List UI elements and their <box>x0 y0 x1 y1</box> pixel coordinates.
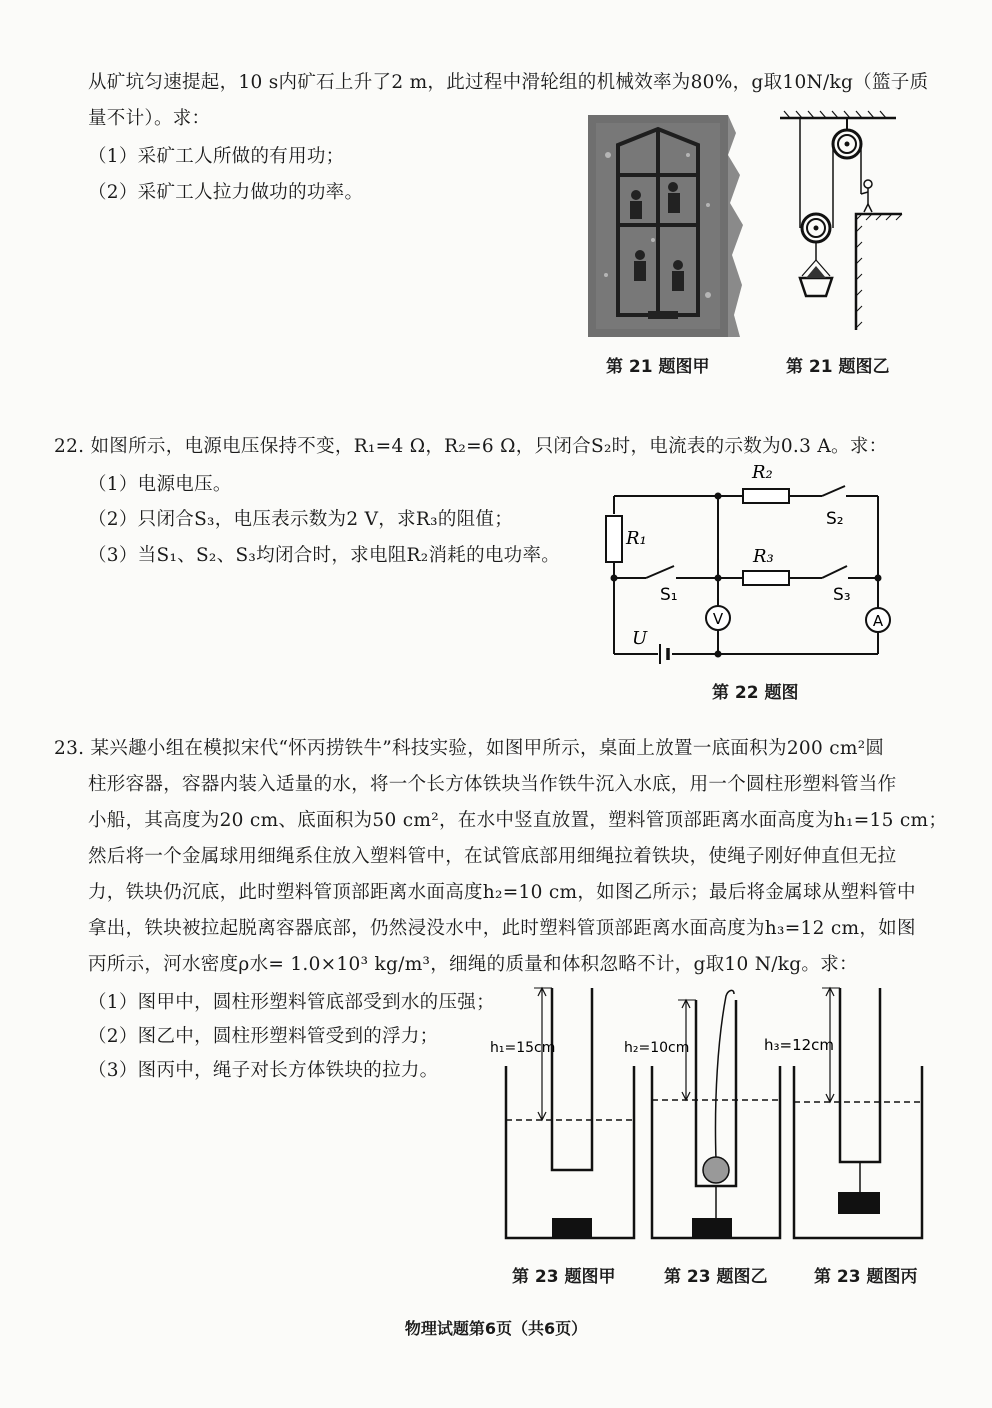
q23-line-1: 23. 某兴趣小组在模拟宋代“怀丙捞铁牛”科技实验，如图甲所示，桌面上放置一底面积为200 cm²圆 <box>54 738 885 759</box>
fixed-pulley-icon <box>833 130 861 158</box>
fig21a-caption: 第 21 题图甲 <box>606 357 710 377</box>
q23-sub-2: （2）图乙中，圆柱形塑料管受到的浮力； <box>88 1026 439 1047</box>
s3-label: S₃ <box>833 585 851 605</box>
battery-label: U <box>632 628 648 649</box>
q22-sub-2: （2）只闭合S₃，电压表示数为2 V，求R₃的阻值； <box>88 509 514 530</box>
r2-resistor <box>743 489 789 503</box>
fig21a-mural-image <box>588 115 743 337</box>
fig22-caption: 第 22 题图 <box>712 683 799 703</box>
fig21b-pulley-diagram <box>772 108 912 336</box>
fig23b-diagram <box>624 978 790 1246</box>
h1-label: h₁=15cm <box>490 1040 556 1056</box>
q23-line-5: 力，铁块仍沉底，此时塑料管顶部距离水面高度h₂=10 cm，如图乙所示；最后将金属球从塑料管中 <box>88 882 916 903</box>
s2-label: S₂ <box>826 509 844 529</box>
q21-line-2: 量不计）。求： <box>88 108 211 129</box>
r1-label: R₁ <box>626 528 647 549</box>
q21-sub-1: （1）采矿工人所做的有用功； <box>88 146 345 167</box>
q23-line-4: 然后将一个金属球用细绳系住放入塑料管中，在试管底部用细绳拉着铁块，使绳子刚好伸直但无拉 <box>88 846 897 867</box>
q21-sub-2: （2）采矿工人拉力做功的功率。 <box>88 182 364 203</box>
r3-label: R₃ <box>753 546 774 567</box>
q23-line-3: 小船，其高度为20 cm、底面积为50 cm²，在水中竖直放置，塑料管顶部距离水面高度为h₁=15 cm； <box>88 810 948 831</box>
r1-resistor <box>606 516 622 562</box>
q23-line-7: 丙所示，河水密度ρ水= 1.0×10³ kg/m³，细绳的质量和体积忽略不计，g取10 N/kg。求： <box>88 954 858 975</box>
voltmeter-label: V <box>712 610 724 628</box>
fig23c-diagram <box>764 978 930 1246</box>
q23-sub-3: （3）图丙中，绳子对长方体铁块的拉力。 <box>88 1060 439 1081</box>
q22-sub-3: （3）当S₁、S₂、S₃均闭合时，求电阻R₂消耗的电功率。 <box>88 545 561 566</box>
fig23c-caption: 第 23 题图丙 <box>814 1267 918 1287</box>
q23-sub-1: （1）图甲中，圆柱形塑料管底部受到水的压强； <box>88 992 495 1013</box>
q21-line-1: 从矿坑匀速提起，10 s内矿石上升了2 m，此过程中滑轮组的机械效率为80%，g取10N/kg（篮子质 <box>88 72 929 93</box>
h2-label: h₂=10cm <box>624 1040 690 1056</box>
r3-resistor <box>743 571 789 585</box>
q23-line-6: 拿出，铁块被拉起脱离容器底部，仍然浸没水中，此时塑料管顶部距离水面高度为h₃=12 cm，如图 <box>88 918 916 939</box>
ammeter-label: A <box>872 612 884 630</box>
h3-label: h₃=12cm <box>764 1036 835 1054</box>
fig23a-caption: 第 23 题图甲 <box>512 1267 616 1287</box>
page-footer: 物理试题第6页（共6页） <box>404 1319 588 1338</box>
q22-stem: 22. 如图所示，电源电压保持不变，R₁=4 Ω，R₂=6 Ω，只闭合S₂时，电流表的示数为0.3 A。求： <box>54 436 888 457</box>
q23-line-2: 柱形容器，容器内装入适量的水，将一个长方体铁块当作铁牛沉入水底，用一个圆柱形塑料管当作 <box>88 774 897 795</box>
metal-ball-icon <box>703 1157 729 1183</box>
movable-pulley-icon <box>802 214 830 242</box>
s1-label: S₁ <box>660 585 678 605</box>
fig23a-diagram <box>490 978 640 1246</box>
q22-sub-1: （1）电源电压。 <box>88 474 232 495</box>
fig21b-caption: 第 21 题图乙 <box>786 357 890 377</box>
fig22-circuit-diagram <box>600 458 900 668</box>
fig23b-caption: 第 23 题图乙 <box>664 1267 768 1287</box>
r2-label: R₂ <box>752 462 773 483</box>
